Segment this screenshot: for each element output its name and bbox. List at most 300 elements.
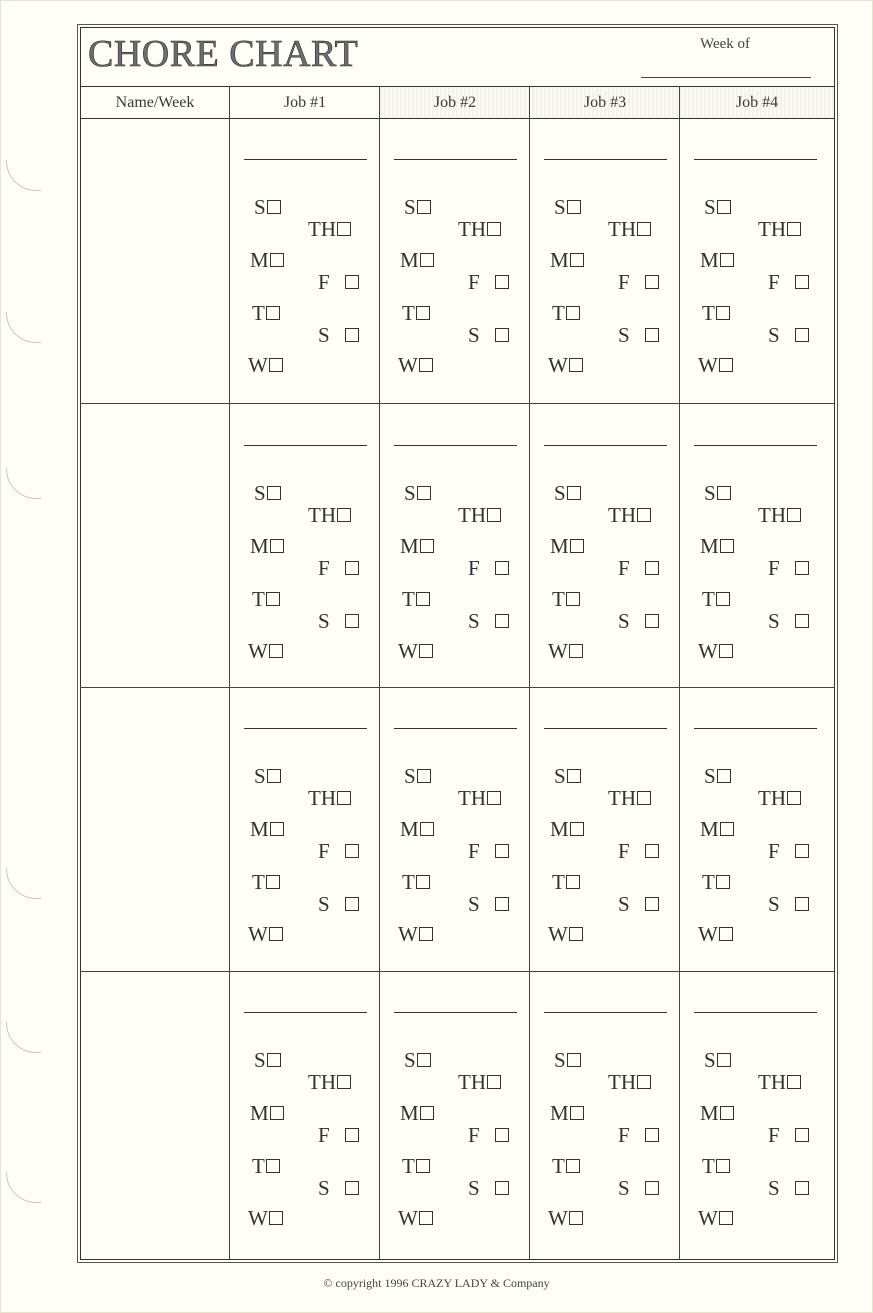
day-label: M [250,1101,269,1125]
day-label: W [248,1206,268,1230]
day-friday [618,558,659,579]
day-checkbox[interactable] [267,1053,281,1067]
day-checkbox[interactable] [266,592,280,606]
day-tuesday [402,303,430,324]
day-checkbox[interactable] [645,561,659,575]
day-saturday [618,325,659,346]
day-wednesday [548,1208,583,1229]
day-checkbox[interactable] [337,791,351,805]
day-label: F [318,556,330,580]
day-checkbox[interactable] [267,769,281,783]
day-checkbox[interactable] [495,614,509,628]
day-wednesday [248,641,283,662]
job-name-line[interactable] [394,159,517,160]
name-cell[interactable] [82,973,228,1255]
day-thursday [608,219,651,240]
day-label: T [252,301,265,325]
day-label: TH [608,1070,636,1094]
name-cell[interactable] [82,405,228,687]
day-checkbox[interactable] [416,592,430,606]
day-checkbox[interactable] [337,222,351,236]
day-checkbox[interactable] [570,1106,584,1120]
day-checkbox[interactable] [567,200,581,214]
day-checkbox[interactable] [787,508,801,522]
day-saturday [468,1178,509,1199]
day-checkbox[interactable] [416,306,430,320]
day-label: S [318,892,330,916]
day-label: F [468,1123,480,1147]
day-checkbox[interactable] [637,508,651,522]
header-job-3: Job #3 [583,94,627,111]
day-checkbox[interactable] [487,222,501,236]
day-checkbox[interactable] [495,561,509,575]
day-checkbox[interactable] [716,306,730,320]
day-checkbox[interactable] [416,875,430,889]
day-tuesday [702,589,730,610]
day-sunday [254,197,281,218]
day-monday [250,250,284,271]
day-checkbox[interactable] [345,844,359,858]
day-label: M [550,248,569,272]
day-checkbox[interactable] [345,614,359,628]
day-sunday [404,766,431,787]
day-friday [618,841,659,862]
day-tuesday [552,1156,580,1177]
day-checkbox[interactable] [570,253,584,267]
day-label: S [704,764,716,788]
day-checkbox[interactable] [645,1181,659,1195]
day-label: M [250,817,269,841]
day-label: T [252,870,265,894]
job-cell [380,119,530,403]
day-checkbox[interactable] [566,306,580,320]
day-label: T [402,587,415,611]
day-checkbox[interactable] [569,1211,583,1225]
day-checkbox[interactable] [719,927,733,941]
day-saturday [468,611,509,632]
day-checkbox[interactable] [645,897,659,911]
day-label: M [400,817,419,841]
day-wednesday [698,924,733,945]
day-checkbox[interactable] [419,1211,433,1225]
day-checkbox[interactable] [717,1053,731,1067]
day-tuesday [552,589,580,610]
day-wednesday [548,355,583,376]
day-saturday [618,894,659,915]
day-label: F [618,839,630,863]
day-checkbox[interactable] [345,1181,359,1195]
day-checkbox[interactable] [420,822,434,836]
job-name-line[interactable] [694,445,817,446]
day-checkbox[interactable] [787,791,801,805]
day-checkbox[interactable] [337,1075,351,1089]
day-label: S [704,481,716,505]
day-thursday [758,219,801,240]
day-label: T [552,870,565,894]
day-checkbox[interactable] [487,791,501,805]
job-name-line[interactable] [244,159,367,160]
day-sunday [704,766,731,787]
day-friday [768,1125,809,1146]
day-thursday [758,505,801,526]
day-checkbox[interactable] [416,1159,430,1173]
day-checkbox[interactable] [267,486,281,500]
day-checkbox[interactable] [566,592,580,606]
day-checkbox[interactable] [487,508,501,522]
day-checkbox[interactable] [495,328,509,342]
header-name-week: Name/Week [115,94,195,111]
day-checkbox[interactable] [717,486,731,500]
day-checkbox[interactable] [645,614,659,628]
day-thursday [458,788,501,809]
day-wednesday [398,924,433,945]
day-checkbox[interactable] [637,1075,651,1089]
day-wednesday [248,1208,283,1229]
day-checkbox[interactable] [645,328,659,342]
punch-hole-mark [6,312,41,343]
day-friday [618,1125,659,1146]
day-checkbox[interactable] [795,1181,809,1195]
day-checkbox[interactable] [420,539,434,553]
day-checkbox[interactable] [419,358,433,372]
day-label: TH [458,217,486,241]
job-name-line[interactable] [394,1012,517,1013]
day-checkbox[interactable] [266,875,280,889]
day-label: S [768,1176,780,1200]
punch-hole-mark [6,868,41,899]
day-thursday [608,505,651,526]
day-checkbox[interactable] [567,1053,581,1067]
day-wednesday [248,924,283,945]
day-checkbox[interactable] [495,1128,509,1142]
job-name-line[interactable] [394,728,517,729]
day-label: S [768,609,780,633]
day-checkbox[interactable] [637,222,651,236]
day-saturday [318,1178,359,1199]
day-wednesday [548,641,583,662]
job-name-line[interactable] [244,1012,367,1013]
day-sunday [704,197,731,218]
day-checkbox[interactable] [717,200,731,214]
header-job-2: Job #2 [433,94,477,111]
day-label: T [252,1154,265,1178]
day-checkbox[interactable] [566,1159,580,1173]
day-checkbox[interactable] [716,1159,730,1173]
day-checkbox[interactable] [269,644,283,658]
day-checkbox[interactable] [495,1181,509,1195]
name-cell[interactable] [82,689,228,971]
day-monday [400,250,434,271]
day-label: S [618,1176,630,1200]
day-checkbox[interactable] [417,486,431,500]
day-checkbox[interactable] [787,1075,801,1089]
day-label: S [254,195,266,219]
day-label: W [548,922,568,946]
day-checkbox[interactable] [716,875,730,889]
job-name-line[interactable] [244,445,367,446]
day-checkbox[interactable] [717,769,731,783]
day-checkbox[interactable] [269,1211,283,1225]
day-checkbox[interactable] [795,897,809,911]
job-name-line[interactable] [694,1012,817,1013]
day-label: S [554,764,566,788]
day-sunday [404,1050,431,1071]
day-checkbox[interactable] [719,358,733,372]
day-friday [468,558,509,579]
day-sunday [554,483,581,504]
job-name-line[interactable] [694,159,817,160]
punch-hole-mark [6,468,41,499]
punch-hole-mark [6,1172,41,1203]
day-checkbox[interactable] [495,844,509,858]
day-monday [400,1103,434,1124]
day-checkbox[interactable] [567,486,581,500]
week-of-field[interactable] [641,77,811,78]
day-label: F [768,1123,780,1147]
day-checkbox[interactable] [495,275,509,289]
day-tuesday [252,1156,280,1177]
day-checkbox[interactable] [570,539,584,553]
day-checkbox[interactable] [270,1106,284,1120]
day-checkbox[interactable] [269,358,283,372]
day-checkbox[interactable] [787,222,801,236]
day-sunday [254,766,281,787]
day-tuesday [252,303,280,324]
day-saturday [318,325,359,346]
day-label: S [768,323,780,347]
day-tuesday [252,589,280,610]
day-label: S [554,195,566,219]
day-label: M [700,817,719,841]
day-monday [250,819,284,840]
day-label: F [468,556,480,580]
day-wednesday [548,924,583,945]
day-monday [700,536,734,557]
day-label: F [318,839,330,863]
day-monday [550,536,584,557]
job-cell [230,405,380,689]
job-name-line[interactable] [244,728,367,729]
job-name-line[interactable] [694,728,817,729]
job-name-line[interactable] [394,445,517,446]
day-checkbox[interactable] [720,539,734,553]
job-cell [380,405,530,689]
day-label: S [704,195,716,219]
day-checkbox[interactable] [795,275,809,289]
day-checkbox[interactable] [269,927,283,941]
job-cell [380,972,530,1256]
day-checkbox[interactable] [337,508,351,522]
day-checkbox[interactable] [570,822,584,836]
day-wednesday [698,355,733,376]
day-label: W [398,353,418,377]
day-checkbox[interactable] [720,1106,734,1120]
job-name-line[interactable] [544,445,667,446]
day-label: T [702,301,715,325]
day-thursday [608,1072,651,1093]
day-checkbox[interactable] [270,539,284,553]
day-checkbox[interactable] [345,897,359,911]
day-checkbox[interactable] [569,927,583,941]
day-label: S [618,892,630,916]
day-label: S [404,764,416,788]
day-checkbox[interactable] [645,844,659,858]
day-checkbox[interactable] [345,1128,359,1142]
day-checkbox[interactable] [270,822,284,836]
day-checkbox[interactable] [567,769,581,783]
name-cell[interactable] [82,120,228,402]
day-checkbox[interactable] [645,1128,659,1142]
day-label: F [768,270,780,294]
day-label: S [554,481,566,505]
day-checkbox[interactable] [719,1211,733,1225]
day-sunday [404,197,431,218]
day-label: S [254,481,266,505]
day-label: TH [758,786,786,810]
day-label: M [400,534,419,558]
day-label: M [250,248,269,272]
day-label: S [254,764,266,788]
day-label: W [398,922,418,946]
day-label: TH [758,217,786,241]
day-checkbox[interactable] [417,200,431,214]
day-checkbox[interactable] [266,1159,280,1173]
day-label: T [402,870,415,894]
day-checkbox[interactable] [569,358,583,372]
day-label: M [250,534,269,558]
day-label: S [254,1048,266,1072]
day-checkbox[interactable] [417,1053,431,1067]
day-label: TH [458,786,486,810]
day-checkbox[interactable] [270,253,284,267]
day-label: TH [608,217,636,241]
week-of-label: Week of [700,36,751,52]
day-checkbox[interactable] [267,200,281,214]
day-label: W [698,353,718,377]
day-friday [318,558,359,579]
day-checkbox[interactable] [795,1128,809,1142]
day-checkbox[interactable] [795,614,809,628]
day-tuesday [552,303,580,324]
day-label: TH [308,217,336,241]
day-label: TH [758,1070,786,1094]
day-label: S [468,323,480,347]
day-checkbox[interactable] [345,275,359,289]
day-checkbox[interactable] [566,875,580,889]
day-label: W [398,1206,418,1230]
day-checkbox[interactable] [487,1075,501,1089]
day-saturday [618,611,659,632]
day-checkbox[interactable] [419,927,433,941]
day-tuesday [552,872,580,893]
day-tuesday [702,303,730,324]
day-thursday [458,505,501,526]
day-label: TH [758,503,786,527]
day-friday [318,841,359,862]
day-checkbox[interactable] [266,306,280,320]
day-label: M [550,817,569,841]
day-checkbox[interactable] [795,561,809,575]
punch-hole-mark [6,1022,41,1053]
day-checkbox[interactable] [417,769,431,783]
day-label: T [702,870,715,894]
day-label: S [618,323,630,347]
day-sunday [554,197,581,218]
day-checkbox[interactable] [720,822,734,836]
day-checkbox[interactable] [645,275,659,289]
day-label: S [404,481,416,505]
day-label: S [554,1048,566,1072]
day-label: M [700,1101,719,1125]
day-label: W [698,922,718,946]
day-label: W [248,922,268,946]
day-label: TH [308,786,336,810]
day-friday [768,272,809,293]
day-checkbox[interactable] [420,253,434,267]
day-label: F [618,556,630,580]
day-label: M [700,248,719,272]
day-friday [318,272,359,293]
day-checkbox[interactable] [716,592,730,606]
day-sunday [254,483,281,504]
day-saturday [318,611,359,632]
day-saturday [768,325,809,346]
day-label: S [704,1048,716,1072]
job-cell [530,405,680,689]
day-checkbox[interactable] [795,844,809,858]
day-label: W [548,1206,568,1230]
day-thursday [308,505,351,526]
day-checkbox[interactable] [419,644,433,658]
day-saturday [318,894,359,915]
day-checkbox[interactable] [420,1106,434,1120]
day-checkbox[interactable] [795,328,809,342]
job-cell [530,688,680,972]
job-cell [230,119,380,403]
day-wednesday [698,1208,733,1229]
day-saturday [618,1178,659,1199]
day-friday [618,272,659,293]
day-label: W [698,1206,718,1230]
day-monday [700,819,734,840]
day-checkbox[interactable] [345,328,359,342]
day-sunday [554,766,581,787]
day-sunday [704,483,731,504]
day-checkbox[interactable] [495,897,509,911]
day-checkbox[interactable] [637,791,651,805]
day-label: M [550,534,569,558]
day-label: W [548,353,568,377]
job-name-line[interactable] [544,728,667,729]
day-checkbox[interactable] [720,253,734,267]
job-name-line[interactable] [544,1012,667,1013]
day-friday [468,841,509,862]
job-cell [680,688,830,972]
job-name-line[interactable] [544,159,667,160]
day-monday [700,250,734,271]
day-monday [700,1103,734,1124]
day-label: T [402,1154,415,1178]
day-label: T [702,587,715,611]
day-label: F [618,1123,630,1147]
day-label: W [398,639,418,663]
job-cell [680,405,830,689]
job-cell [230,972,380,1256]
day-checkbox[interactable] [569,644,583,658]
day-checkbox[interactable] [345,561,359,575]
day-checkbox[interactable] [719,644,733,658]
day-saturday [768,1178,809,1199]
